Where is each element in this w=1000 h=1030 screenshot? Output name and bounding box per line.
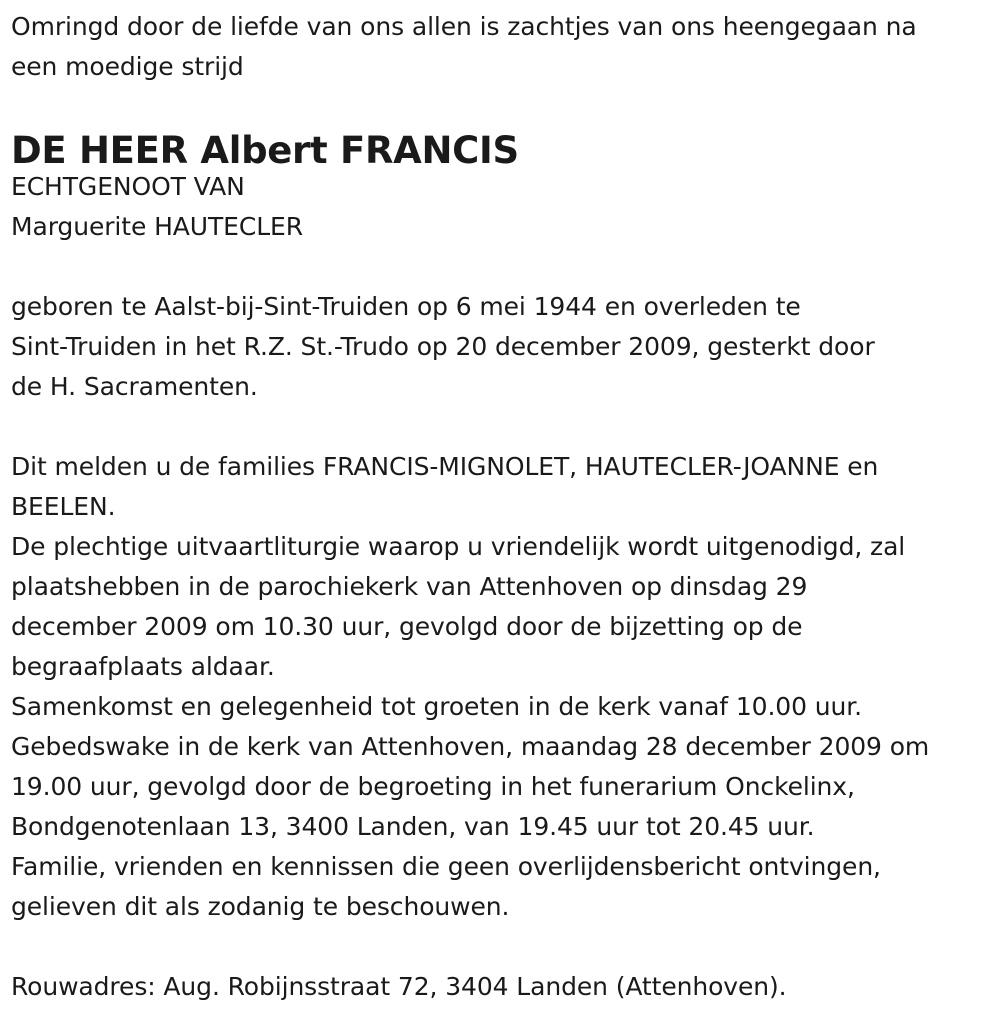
body-line: 19.00 uur, gevolgd door de begroeting in het funerarium Onckelinx, (11, 772, 855, 801)
birth-death-line: geboren te Aalst-bij-Sint-Truiden op 6 mei 1944 en overleden te (11, 292, 801, 321)
birth-death-line: Sint-Truiden in het R.Z. St.-Trudo op 20 december 2009, gesterkt door (11, 332, 875, 361)
body-line: Bondgenotenlaan 13, 3400 Landen, van 19.45 uur tot 20.45 uur. (11, 812, 815, 841)
body-line: Familie, vrienden en kennissen die geen overlijdensbericht ontvingen, (11, 852, 881, 881)
body-line: plaatshebben in de parochiekerk van Attenhoven op dinsdag 29 (11, 572, 808, 601)
spouse-title: ECHTGENOOT VAN (11, 172, 245, 201)
deceased-name: DE HEER Albert FRANCIS (11, 129, 519, 172)
spouse-name: Marguerite HAUTECLER (11, 212, 303, 241)
body-line: De plechtige uitvaartliturgie waarop u vriendelijk wordt uitgenodigd, zal (11, 532, 906, 561)
intro-line: een moedige strijd (11, 52, 244, 81)
body-line: december 2009 om 10.30 uur, gevolgd door de bijzetting op de (11, 612, 803, 641)
body-line: Gebedswake in de kerk van Attenhoven, maandag 28 december 2009 om (11, 732, 930, 761)
body-line: Samenkomst en gelegenheid tot groeten in de kerk vanaf 10.00 uur. (11, 692, 862, 721)
intro-line: Omringd door de liefde van ons allen is zachtjes van ons heengegaan na (11, 12, 917, 41)
body-line: Dit melden u de families FRANCIS-MIGNOLET, HAUTECLER-JOANNE en (11, 452, 879, 481)
body-line: gelieven dit als zodanig te beschouwen. (11, 892, 510, 921)
body-line: begraafplaats aldaar. (11, 652, 275, 681)
spacer (11, 927, 991, 967)
death-notice (11, 7, 991, 1007)
birth-death-line: de H. Sacramenten. (11, 372, 258, 401)
spacer (11, 247, 991, 287)
body-line: BEELEN. (11, 492, 116, 521)
spacer (11, 407, 991, 447)
mourning-address: Rouwadres: Aug. Robijnsstraat 72, 3404 Landen (Attenhoven). (11, 972, 787, 1001)
